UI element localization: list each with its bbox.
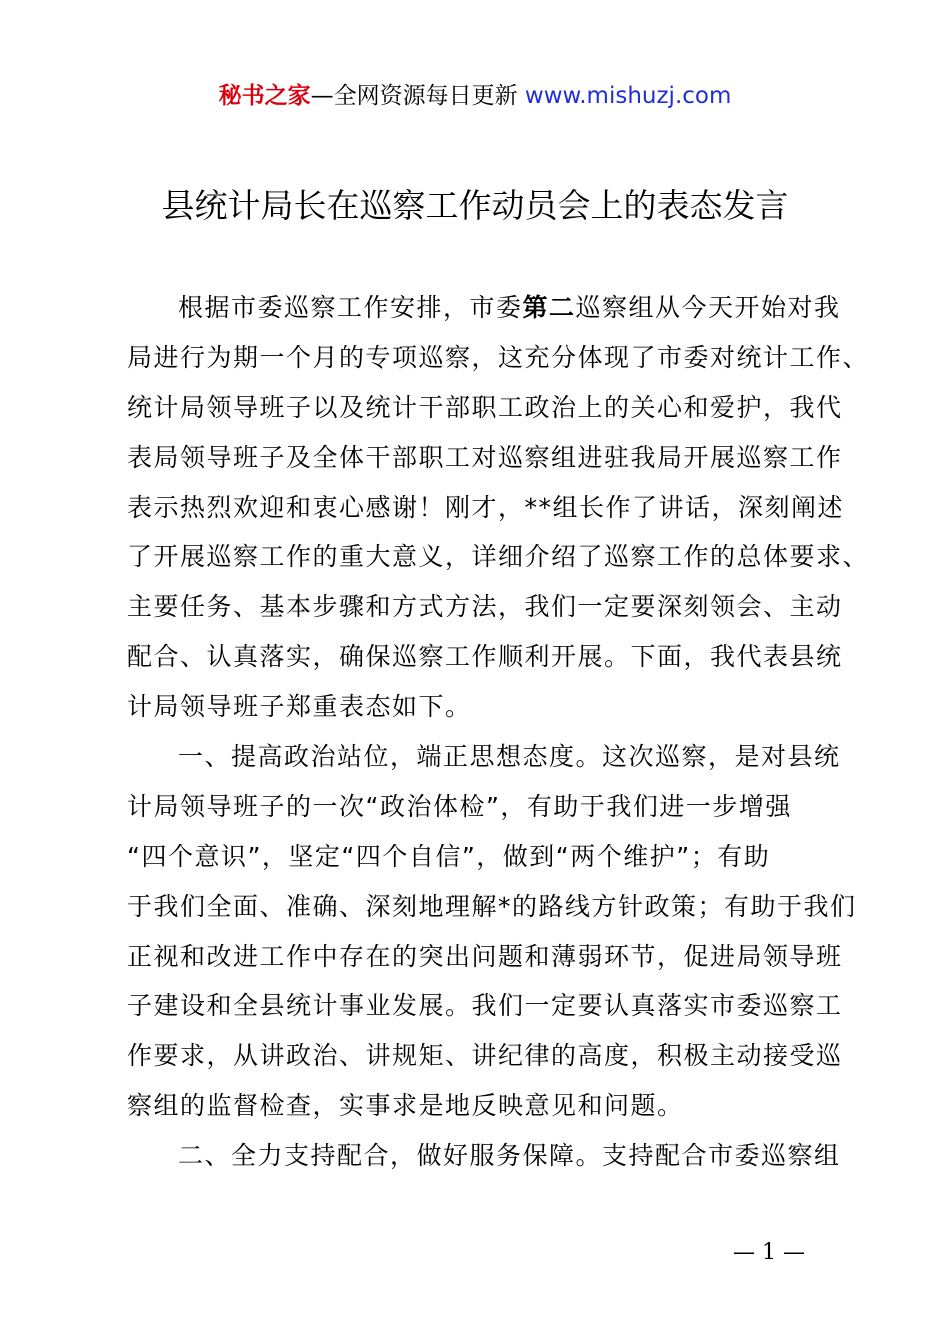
text-line: “四个意识”，坚定“四个自信”，做到“两个维护”；有助 — [127, 841, 771, 871]
text-line: 统计局领导班子以及统计干部职工政治上的关心和爱护，我代 — [127, 392, 843, 422]
site-brand: 秘书之家 — [218, 83, 311, 109]
text-line: 计局领导班子郑重表态如下。 — [127, 692, 472, 722]
document-title: 县统计局长在巡察工作动员会上的表态发言 — [161, 186, 789, 225]
text-line: 表示热烈欢迎和衷心感谢！刚才，**组长作了讲话，深刻阐述 — [127, 492, 845, 522]
text-span: 根据市委巡察工作安排，市委 — [178, 293, 523, 322]
text-line: 表局领导班子及全体干部职工对巡察组进驻我局开展巡察工作 — [127, 442, 843, 472]
text-line: 察组的监督检查，实事求是地反映意见和问题。 — [127, 1091, 684, 1121]
text-line: 子建设和全县统计事业发展。我们一定要认真落实市委巡察工 — [127, 991, 843, 1021]
text-line: 了开展巡察工作的重大意义，详细介绍了巡察工作的总体要求、 — [127, 542, 870, 572]
text-line: 正视和改进工作中存在的突出问题和薄弱环节，促进局领导班 — [127, 941, 843, 971]
text-line: 于我们全面、准确、深刻地理解*的路线方针政策；有助于我们 — [127, 891, 857, 921]
text-line: 主要任务、基本步骤和方式方法，我们一定要深刻领会、主动 — [127, 592, 843, 622]
text-line: 一、提高政治站位，端正思想态度。这次巡察，是对县统 — [178, 742, 841, 772]
paragraph-intro — [127, 283, 870, 732]
text-line: 作要求，从讲政治、讲规矩、讲纪律的高度，积极主动接受巡 — [127, 1041, 843, 1071]
text-line — [127, 283, 847, 333]
text-span: 巡察组从今天开始对我 — [575, 293, 841, 322]
document-body — [127, 283, 870, 1181]
text-line: 计局领导班子的一次“政治体检”，有助于我们进一步增强 — [127, 791, 792, 821]
paragraph-section-2 — [127, 1131, 847, 1181]
bold-text: 第二 — [522, 293, 576, 322]
site-tagline: —全网资源每日更新 — [310, 83, 525, 109]
site-url-link[interactable]: www.mishuzj.com — [524, 83, 732, 109]
paragraph-section-1 — [127, 732, 857, 1131]
text-line: 局进行为期一个月的专项巡察，这充分体现了市委对统计工作、 — [127, 342, 870, 372]
page-number: — 1 — — [733, 1240, 805, 1265]
text-line: 二、全力支持配合，做好服务保障。支持配合市委巡察组 — [178, 1141, 841, 1171]
text-line: 配合、认真落实，确保巡察工作顺利开展。下面，我代表县统 — [127, 642, 843, 672]
site-header — [0, 80, 950, 112]
